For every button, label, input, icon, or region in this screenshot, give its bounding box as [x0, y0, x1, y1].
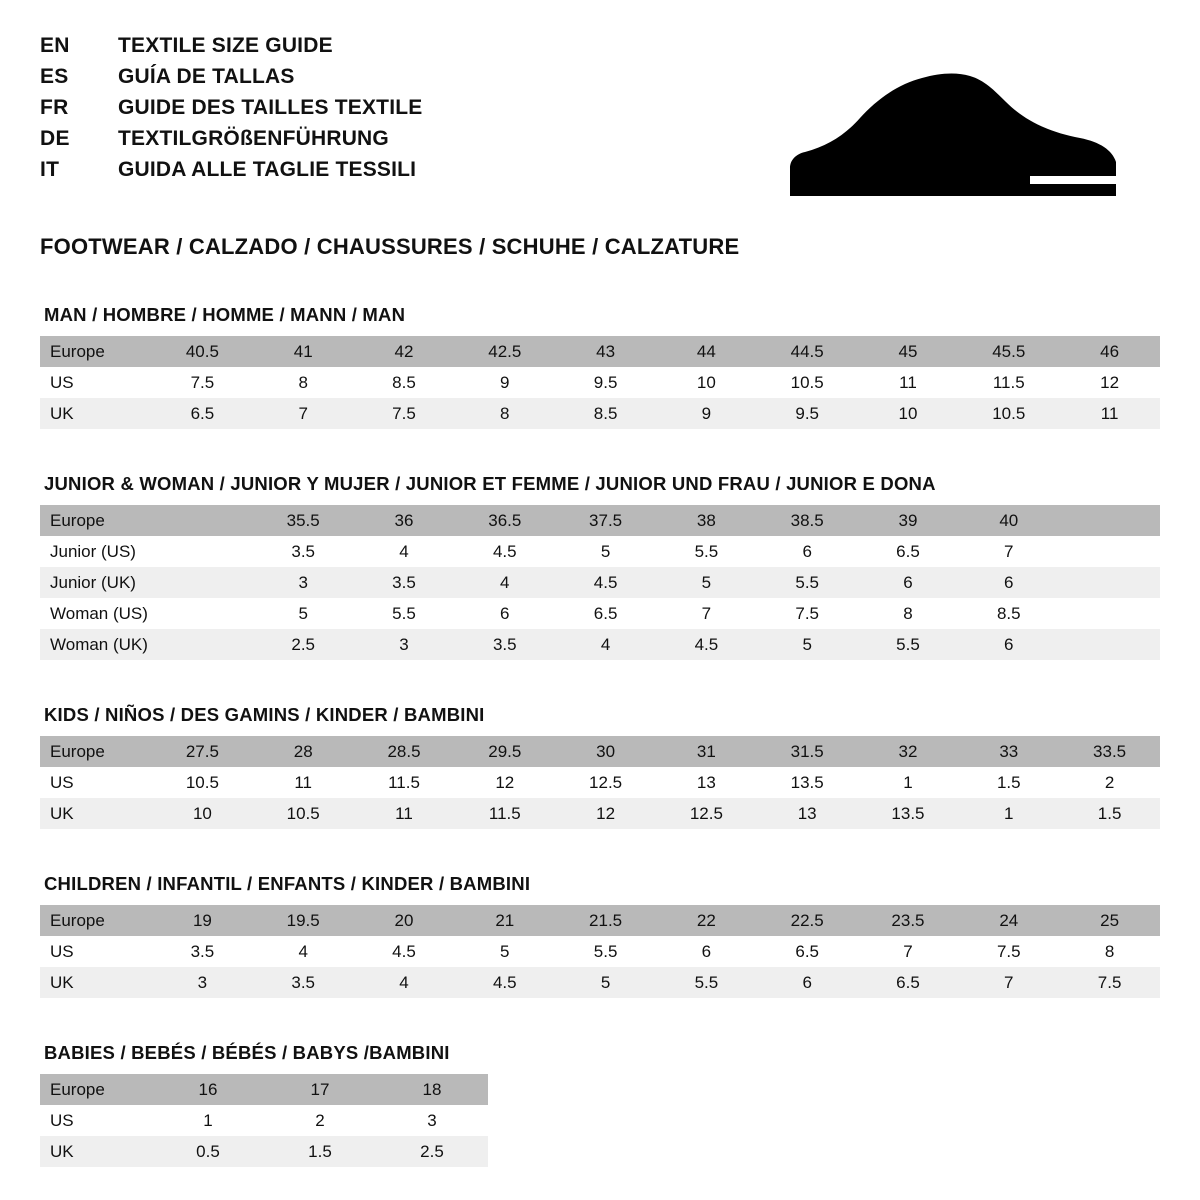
size-cell: 3.5 [253, 536, 354, 567]
size-cell: 11 [1059, 398, 1160, 429]
size-cell: 18 [376, 1074, 488, 1105]
size-cell: 1.5 [264, 1136, 376, 1167]
size-cell: 7.5 [1059, 967, 1160, 998]
size-table [40, 736, 1160, 829]
size-cell: 6 [454, 598, 555, 629]
table-row [40, 367, 1160, 398]
size-cell: 12 [555, 798, 656, 829]
table-header-row [40, 505, 1160, 536]
size-cell: 13 [757, 798, 858, 829]
row-label: Woman (UK) [40, 629, 152, 660]
size-cell: 1.5 [958, 767, 1059, 798]
table-row [40, 398, 1160, 429]
size-cell: 35.5 [253, 505, 354, 536]
size-cell: 42.5 [454, 336, 555, 367]
size-table [40, 505, 1160, 660]
size-cell: 1 [858, 767, 959, 798]
size-cell: 11 [253, 767, 354, 798]
size-cell: 7.5 [958, 936, 1059, 967]
size-cell: 40.5 [152, 336, 253, 367]
size-cell: 7 [958, 536, 1059, 567]
size-cell: 0.5 [152, 1136, 264, 1167]
row-label: UK [40, 967, 152, 998]
size-cell: 4.5 [454, 536, 555, 567]
size-cell: 6.5 [555, 598, 656, 629]
size-cell: 33.5 [1059, 736, 1160, 767]
size-cell: 10.5 [253, 798, 354, 829]
size-cell: 3.5 [152, 936, 253, 967]
size-cell: 25 [1059, 905, 1160, 936]
size-cell: 20 [354, 905, 455, 936]
size-cell: 11.5 [454, 798, 555, 829]
size-cell: 21 [454, 905, 555, 936]
table-row [40, 1136, 488, 1167]
size-section [40, 704, 1160, 829]
size-cell: 13 [656, 767, 757, 798]
table-header-row [40, 905, 1160, 936]
table-header-row [40, 736, 1160, 767]
row-label: US [40, 767, 152, 798]
size-cell: 7 [958, 967, 1059, 998]
size-cell: 7 [656, 598, 757, 629]
row-label: US [40, 936, 152, 967]
size-cell: 33 [958, 736, 1059, 767]
size-cell: 6 [757, 536, 858, 567]
size-cell: 7 [858, 936, 959, 967]
table-row [40, 767, 1160, 798]
table-row [40, 536, 1160, 567]
size-cell: 6.5 [858, 536, 959, 567]
table-row [40, 798, 1160, 829]
language-code: FR [40, 96, 69, 119]
size-cell: 40 [958, 505, 1059, 536]
size-cell: 23.5 [858, 905, 959, 936]
size-cell: 12.5 [656, 798, 757, 829]
table-row [40, 1105, 488, 1136]
size-cell: 36.5 [454, 505, 555, 536]
size-cell: 6 [958, 629, 1059, 660]
size-cell: 9 [454, 367, 555, 398]
language-title: GUÍA DE TALLAS [118, 65, 295, 88]
section-title: CHILDREN / INFANTIL / ENFANTS / KINDER / BAMBINI [44, 873, 531, 894]
size-cell: 4 [454, 567, 555, 598]
language-row [40, 96, 422, 120]
size-cell: 2 [1059, 767, 1160, 798]
language-code: ES [40, 65, 69, 88]
size-section [40, 1042, 1160, 1167]
size-cell: 44.5 [757, 336, 858, 367]
size-cell: 28.5 [354, 736, 455, 767]
size-cell [1059, 536, 1160, 567]
size-cell: 1 [152, 1105, 264, 1136]
size-cell: 10.5 [152, 767, 253, 798]
size-cell: 4 [354, 536, 455, 567]
size-cell: 8 [858, 598, 959, 629]
size-cell: 44 [656, 336, 757, 367]
size-cell: 5 [454, 936, 555, 967]
size-cell: 17 [264, 1074, 376, 1105]
size-cell: 8.5 [958, 598, 1059, 629]
row-label: Europe [40, 505, 152, 536]
size-cell: 3.5 [454, 629, 555, 660]
size-cell: 30 [555, 736, 656, 767]
size-cell: 5 [555, 967, 656, 998]
size-table [40, 905, 1160, 998]
size-cell: 10 [858, 398, 959, 429]
size-cell: 4.5 [454, 967, 555, 998]
size-cell: 10.5 [757, 367, 858, 398]
table-row [40, 567, 1160, 598]
section-title: JUNIOR & WOMAN / JUNIOR Y MUJER / JUNIOR ET FEMME / JUNIOR UND FRAU / JUNIOR E DONA [44, 473, 936, 494]
category-title: FOOTWEAR / CALZADO / CHAUSSURES / SCHUHE / CALZATURE [40, 234, 740, 259]
size-cell: 6.5 [152, 398, 253, 429]
size-cell: 37.5 [555, 505, 656, 536]
size-cell: 7 [253, 398, 354, 429]
row-label: UK [40, 1136, 152, 1167]
size-section [40, 304, 1160, 429]
size-cell: 16 [152, 1074, 264, 1105]
row-label: US [40, 1105, 152, 1136]
language-title: GUIDE DES TAILLES TEXTILE [118, 96, 423, 119]
size-cell [1059, 505, 1160, 536]
size-cell: 5 [757, 629, 858, 660]
size-section [40, 873, 1160, 998]
size-cell [1059, 567, 1160, 598]
size-cell: 7.5 [152, 367, 253, 398]
language-row [40, 158, 422, 182]
row-label: Junior (UK) [40, 567, 152, 598]
language-title: TEXTILGRÖßENFÜHRUNG [118, 127, 389, 150]
size-cell: 11.5 [354, 767, 455, 798]
size-cell [152, 536, 253, 567]
language-title: TEXTILE SIZE GUIDE [118, 34, 333, 57]
size-cell: 10 [656, 367, 757, 398]
size-cell: 8 [253, 367, 354, 398]
size-cell: 9.5 [757, 398, 858, 429]
size-cell: 22 [656, 905, 757, 936]
size-cell: 5.5 [656, 536, 757, 567]
row-label: UK [40, 798, 152, 829]
table-row [40, 598, 1160, 629]
size-cell: 10.5 [958, 398, 1059, 429]
size-cell: 46 [1059, 336, 1160, 367]
size-cell: 28 [253, 736, 354, 767]
size-cell: 3 [354, 629, 455, 660]
size-cell: 41 [253, 336, 354, 367]
size-cell: 11 [354, 798, 455, 829]
size-cell: 8 [1059, 936, 1160, 967]
size-cell: 2 [264, 1105, 376, 1136]
table-header-row [40, 336, 1160, 367]
size-cell: 21.5 [555, 905, 656, 936]
size-cell: 19 [152, 905, 253, 936]
size-cell: 5 [656, 567, 757, 598]
size-cell: 22.5 [757, 905, 858, 936]
row-label: Woman (US) [40, 598, 152, 629]
size-cell: 4.5 [656, 629, 757, 660]
size-cell: 3 [253, 567, 354, 598]
language-row [40, 34, 422, 58]
size-cell: 11 [858, 367, 959, 398]
size-cell: 7.5 [757, 598, 858, 629]
size-sections [40, 304, 1160, 1167]
row-label: US [40, 367, 152, 398]
size-cell: 1.5 [1059, 798, 1160, 829]
size-cell [1059, 629, 1160, 660]
size-cell: 5 [253, 598, 354, 629]
size-cell: 38.5 [757, 505, 858, 536]
size-cell: 3 [376, 1105, 488, 1136]
size-cell: 2.5 [253, 629, 354, 660]
size-cell: 19.5 [253, 905, 354, 936]
size-cell: 5.5 [656, 967, 757, 998]
row-label: Europe [40, 1074, 152, 1105]
size-cell: 3 [152, 967, 253, 998]
size-cell: 31.5 [757, 736, 858, 767]
shoe-illustration [770, 34, 1160, 208]
size-cell: 6 [757, 967, 858, 998]
size-cell [152, 629, 253, 660]
size-cell: 6 [858, 567, 959, 598]
size-cell: 13.5 [858, 798, 959, 829]
table-header-row [40, 1074, 488, 1105]
size-cell: 6.5 [757, 936, 858, 967]
size-cell: 9 [656, 398, 757, 429]
size-cell: 4 [253, 936, 354, 967]
size-cell: 36 [354, 505, 455, 536]
size-cell: 42 [354, 336, 455, 367]
size-cell: 3.5 [354, 567, 455, 598]
size-cell: 43 [555, 336, 656, 367]
row-label: Junior (US) [40, 536, 152, 567]
size-cell: 31 [656, 736, 757, 767]
size-cell: 12 [1059, 367, 1160, 398]
section-title: MAN / HOMBRE / HOMME / MANN / MAN [44, 304, 406, 325]
size-section [40, 473, 1160, 660]
size-cell: 4.5 [555, 567, 656, 598]
size-cell: 8 [454, 398, 555, 429]
size-cell [152, 598, 253, 629]
size-cell: 4 [354, 967, 455, 998]
size-cell: 4.5 [354, 936, 455, 967]
size-cell: 7.5 [354, 398, 455, 429]
size-cell [152, 567, 253, 598]
section-title: KIDS / NIÑOS / DES GAMINS / KINDER / BAMBINI [44, 704, 485, 725]
row-label: UK [40, 398, 152, 429]
size-cell: 10 [152, 798, 253, 829]
size-cell: 24 [958, 905, 1059, 936]
language-code: EN [40, 34, 70, 57]
size-cell: 12.5 [555, 767, 656, 798]
size-cell: 39 [858, 505, 959, 536]
language-row [40, 65, 422, 89]
page-header [40, 34, 1160, 208]
size-cell: 45.5 [958, 336, 1059, 367]
size-cell: 29.5 [454, 736, 555, 767]
size-cell: 5.5 [858, 629, 959, 660]
size-cell: 5.5 [555, 936, 656, 967]
language-code: DE [40, 127, 70, 150]
section-title: BABIES / BEBÉS / BÉBÉS / BABYS /BAMBINI [44, 1042, 450, 1063]
language-title-list [40, 34, 422, 189]
size-cell: 12 [454, 767, 555, 798]
size-cell: 27.5 [152, 736, 253, 767]
size-table [40, 1074, 488, 1167]
table-row [40, 629, 1160, 660]
size-cell: 8.5 [354, 367, 455, 398]
row-label: Europe [40, 736, 152, 767]
size-cell: 5.5 [354, 598, 455, 629]
size-cell: 13.5 [757, 767, 858, 798]
row-label: Europe [40, 336, 152, 367]
size-cell: 2.5 [376, 1136, 488, 1167]
size-cell [152, 505, 253, 536]
language-title: GUIDA ALLE TAGLIE TESSILI [118, 158, 417, 181]
size-cell: 6.5 [858, 967, 959, 998]
size-cell: 5.5 [757, 567, 858, 598]
language-code: IT [40, 158, 60, 181]
size-cell: 4 [555, 629, 656, 660]
size-cell: 8.5 [555, 398, 656, 429]
size-cell: 32 [858, 736, 959, 767]
size-cell: 11.5 [958, 367, 1059, 398]
size-cell: 38 [656, 505, 757, 536]
size-table [40, 336, 1160, 429]
size-cell: 5 [555, 536, 656, 567]
size-cell: 6 [958, 567, 1059, 598]
table-row [40, 967, 1160, 998]
size-cell: 9.5 [555, 367, 656, 398]
size-cell: 6 [656, 936, 757, 967]
size-cell: 3.5 [253, 967, 354, 998]
size-cell: 45 [858, 336, 959, 367]
row-label: Europe [40, 905, 152, 936]
table-row [40, 936, 1160, 967]
size-cell: 1 [958, 798, 1059, 829]
size-cell [1059, 598, 1160, 629]
language-row [40, 127, 422, 151]
